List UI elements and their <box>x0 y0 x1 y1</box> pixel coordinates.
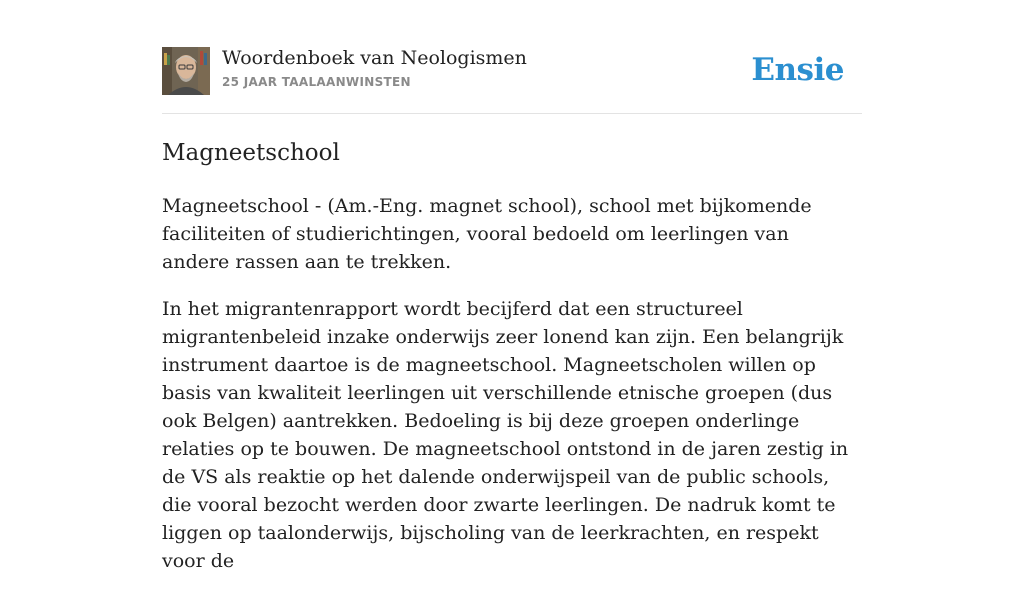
header-divider <box>162 113 862 114</box>
avatar[interactable] <box>162 47 210 95</box>
article-paragraph-body: In het migrantenrapport wordt becijferd dat een structureel migrantenbeleid inzake onderwijs zeer lonend kan zijn. Een belangrijk instrument daartoe is de magneetschool. Magneetscholen willen op basis van kwaliteit leerlingen uit verschillende etnische groepen (dus ook Belgen) aantrekken. Bedoeling is bij deze groepen onderlinge relaties op te bouwen. De magneetschool ontstond in de jaren zestig in de VS als reaktie op het dalende onderwijspeil van de public schools, die vooral bezocht werden door zwarte leerlingen. De nadruk komt te liggen op taalonderwijs, bijscholing van de leerkrachten, en respekt voor de <box>162 298 849 572</box>
blog-subtitle: 25 JAAR TAALAANWINSTEN <box>222 75 411 89</box>
article-title: Magneetschool <box>162 140 340 166</box>
author-portrait-icon <box>162 47 210 95</box>
article-paragraph-definition: Magneetschool - (Am.-Eng. magnet school), school met bijkomende faciliteiten of studierichtingen, vooral bedoeld om leerlingen van andere rassen aan te trekken. <box>162 195 812 273</box>
article <box>162 136 862 594</box>
ensie-logo[interactable]: Ensie <box>751 52 844 88</box>
blog-header <box>162 46 862 96</box>
blog-title[interactable]: Woordenboek van Neologismen <box>222 47 527 69</box>
